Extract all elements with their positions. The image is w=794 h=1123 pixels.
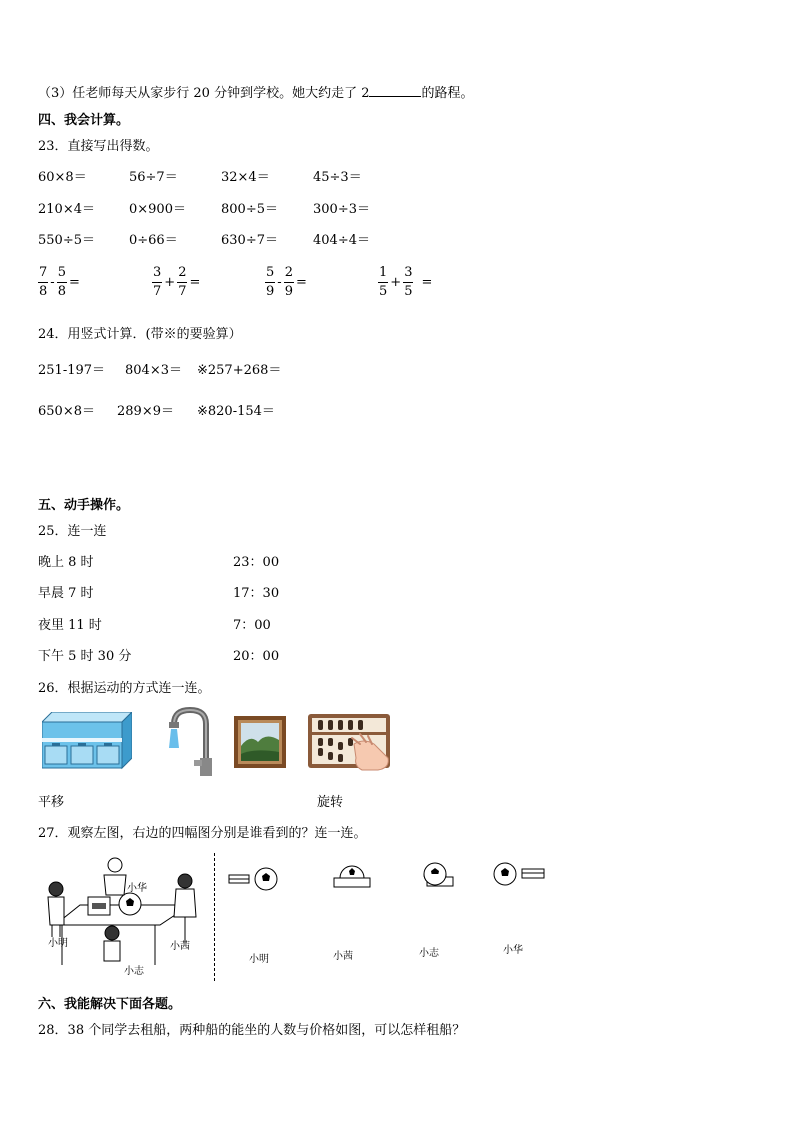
equals-sign: = bbox=[68, 275, 80, 290]
q28-title: 28．38 个同学去租船，两种船的能坐的人数与价格如图，可以怎样租船？ bbox=[38, 1023, 466, 1038]
q23-r2-c2: 630÷7＝ bbox=[221, 233, 278, 248]
view-box-and-ball bbox=[228, 866, 280, 892]
fraction bbox=[152, 264, 162, 301]
divider bbox=[214, 853, 215, 981]
water-tap-picture bbox=[160, 706, 216, 778]
scene-label-top: 小华 bbox=[127, 883, 147, 894]
answer-blank[interactable] bbox=[369, 84, 421, 97]
view-ball-behind-box bbox=[332, 864, 372, 890]
operator: - bbox=[277, 275, 282, 290]
q25-right-3: 20：00 bbox=[233, 649, 280, 664]
q24-r1-c1: 289×9＝ bbox=[117, 404, 174, 419]
scene-label-right: 小茜 bbox=[170, 941, 190, 952]
scene-label-left: 小明 bbox=[48, 938, 68, 949]
q23-r1-c2: 800÷5＝ bbox=[221, 202, 278, 217]
q25-left-3: 下午 5 时 30 分 bbox=[38, 649, 132, 664]
denominator: 5 bbox=[379, 284, 388, 299]
q26-title: 26．根据运动的方式连一连。 bbox=[38, 681, 211, 696]
q22-text-after: 的路程。 bbox=[421, 86, 474, 101]
numerator: 3 bbox=[152, 264, 162, 283]
q25-left-1: 早晨 7 时 bbox=[38, 586, 94, 601]
abacus-picture bbox=[308, 714, 392, 772]
view-label-1: 小明 bbox=[249, 954, 269, 965]
denominator: 9 bbox=[266, 284, 275, 299]
q23-r2-c3: 404÷4＝ bbox=[313, 233, 370, 248]
view-ball-and-box bbox=[492, 861, 548, 887]
equals-sign: = bbox=[295, 275, 307, 290]
q25-right-1: 17：30 bbox=[233, 586, 280, 601]
fraction-expression-3 bbox=[265, 264, 307, 301]
q24-title: 24．用竖式计算．(带※的要验算） bbox=[38, 327, 242, 342]
q24-r1-c2: ※820-154＝ bbox=[197, 404, 275, 419]
operator: + bbox=[164, 275, 176, 290]
q24-r0-c1: 804×3＝ bbox=[125, 363, 182, 378]
fraction-expression-4 bbox=[378, 264, 432, 301]
q23-r0-c3: 45÷3＝ bbox=[313, 170, 362, 185]
fraction bbox=[378, 264, 388, 301]
denominator: 8 bbox=[57, 284, 66, 299]
q23-r0-c0: 60×8＝ bbox=[38, 170, 87, 185]
section-6-title: 六、我能解决下面各题。 bbox=[38, 997, 182, 1012]
denominator: 7 bbox=[153, 284, 162, 299]
q26-label-left: 平移 bbox=[38, 795, 65, 810]
q23-r0-c1: 56÷7＝ bbox=[129, 170, 178, 185]
q24-r0-c2: ※257+268＝ bbox=[197, 363, 282, 378]
denominator: 8 bbox=[39, 284, 48, 299]
view-ball-on-box bbox=[417, 861, 457, 889]
q25-right-0: 23：00 bbox=[233, 555, 280, 570]
fraction bbox=[403, 264, 413, 301]
equals-sign: = bbox=[421, 275, 433, 290]
section-4-title: 四、我会计算。 bbox=[38, 113, 130, 128]
denominator: 7 bbox=[178, 284, 187, 299]
q23-r1-c0: 210×4＝ bbox=[38, 202, 95, 217]
question-22-3 bbox=[38, 82, 474, 101]
equals-sign: = bbox=[189, 275, 201, 290]
numerator: 5 bbox=[265, 264, 275, 283]
numerator: 2 bbox=[177, 264, 187, 283]
view-label-3: 小志 bbox=[419, 948, 439, 959]
fraction bbox=[38, 264, 48, 301]
q23-r2-c0: 550÷5＝ bbox=[38, 233, 95, 248]
numerator: 7 bbox=[38, 264, 48, 283]
q25-right-2: 7：00 bbox=[233, 618, 271, 633]
q27-title: 27．观察左图，右边的四幅图分别是谁看到的？连一连。 bbox=[38, 826, 367, 841]
q23-r1-c3: 300÷3＝ bbox=[313, 202, 370, 217]
q23-title: 23．直接写出得数。 bbox=[38, 139, 159, 154]
fraction bbox=[284, 264, 294, 301]
view-label-4: 小华 bbox=[503, 945, 523, 956]
fraction-expression-2 bbox=[152, 264, 200, 301]
framed-painting-picture bbox=[234, 716, 286, 768]
view-label-2: 小茜 bbox=[333, 951, 353, 962]
q25-left-0: 晚上 8 时 bbox=[38, 555, 94, 570]
fraction-expression-1 bbox=[38, 264, 80, 301]
numerator: 1 bbox=[378, 264, 388, 283]
q25-title: 25．连一连 bbox=[38, 524, 107, 539]
numerator: 3 bbox=[403, 264, 413, 283]
numerator: 5 bbox=[57, 264, 67, 283]
q24-r1-c0: 650×8＝ bbox=[38, 404, 95, 419]
denominator: 9 bbox=[284, 284, 293, 299]
cabinet-drawers-picture bbox=[42, 712, 132, 770]
q23-r1-c1: 0×900＝ bbox=[129, 202, 186, 217]
q22-text-before: （3）任老师每天从家步行 20 分钟到学校。她大约走了 2 bbox=[38, 86, 370, 101]
operator: + bbox=[390, 275, 402, 290]
fraction bbox=[177, 264, 187, 301]
section-5-title: 五、动手操作。 bbox=[38, 498, 130, 513]
q25-left-2: 夜里 11 时 bbox=[38, 618, 102, 633]
fraction bbox=[265, 264, 275, 301]
fraction bbox=[57, 264, 67, 301]
q24-r0-c0: 251-197＝ bbox=[38, 363, 106, 378]
scene-label-bottom: 小志 bbox=[124, 966, 144, 977]
q26-label-right: 旋转 bbox=[317, 795, 344, 810]
q23-r2-c1: 0÷66＝ bbox=[129, 233, 178, 248]
numerator: 2 bbox=[284, 264, 294, 283]
operator: - bbox=[50, 275, 55, 290]
q23-r0-c2: 32×4＝ bbox=[221, 170, 270, 185]
denominator: 5 bbox=[404, 284, 413, 299]
